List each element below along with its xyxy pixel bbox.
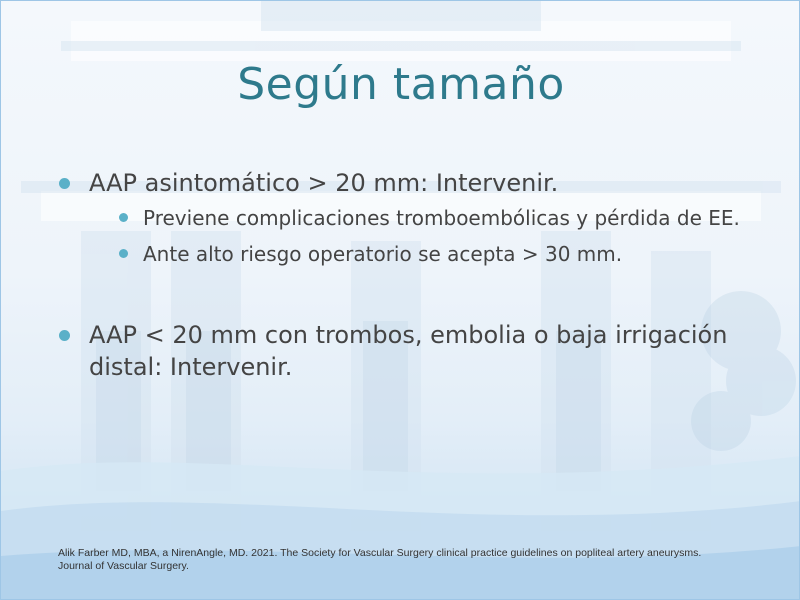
sub-bullet-list bbox=[59, 205, 759, 267]
sub-bullet-text: Previene complicaciones tromboembólicas y pérdida de EE. bbox=[143, 206, 740, 230]
bullet-list bbox=[59, 167, 759, 383]
bullet-dot-icon bbox=[59, 330, 70, 341]
sub-bullet-item bbox=[119, 205, 759, 231]
bullet-dot-icon bbox=[59, 178, 70, 189]
bullet-item bbox=[59, 167, 759, 199]
sub-bullet-text: Ante alto riesgo operatorio se acepta > 30 mm. bbox=[143, 242, 623, 266]
sub-bullet-dot-icon bbox=[119, 249, 128, 258]
bullet-item bbox=[59, 319, 759, 383]
citation bbox=[58, 547, 778, 573]
sub-bullet-dot-icon bbox=[119, 213, 128, 222]
citation-line-1: Alik Farber MD, MBA, a NirenAngle, MD. 2021. The Society for Vascular Surgery clinical practice guidelines on popliteal artery aneurysms. bbox=[58, 547, 702, 559]
citation-line-2: Journal of Vascular Surgery. bbox=[58, 560, 189, 572]
sub-bullet-item bbox=[119, 241, 759, 267]
bullet-text: AAP asintomático > 20 mm: Intervenir. bbox=[89, 169, 559, 197]
slide-title: Según tamaño bbox=[237, 59, 565, 110]
bullet-text: AAP < 20 mm con trombos, embolia o baja irrigación distal: Intervenir. bbox=[89, 321, 728, 381]
